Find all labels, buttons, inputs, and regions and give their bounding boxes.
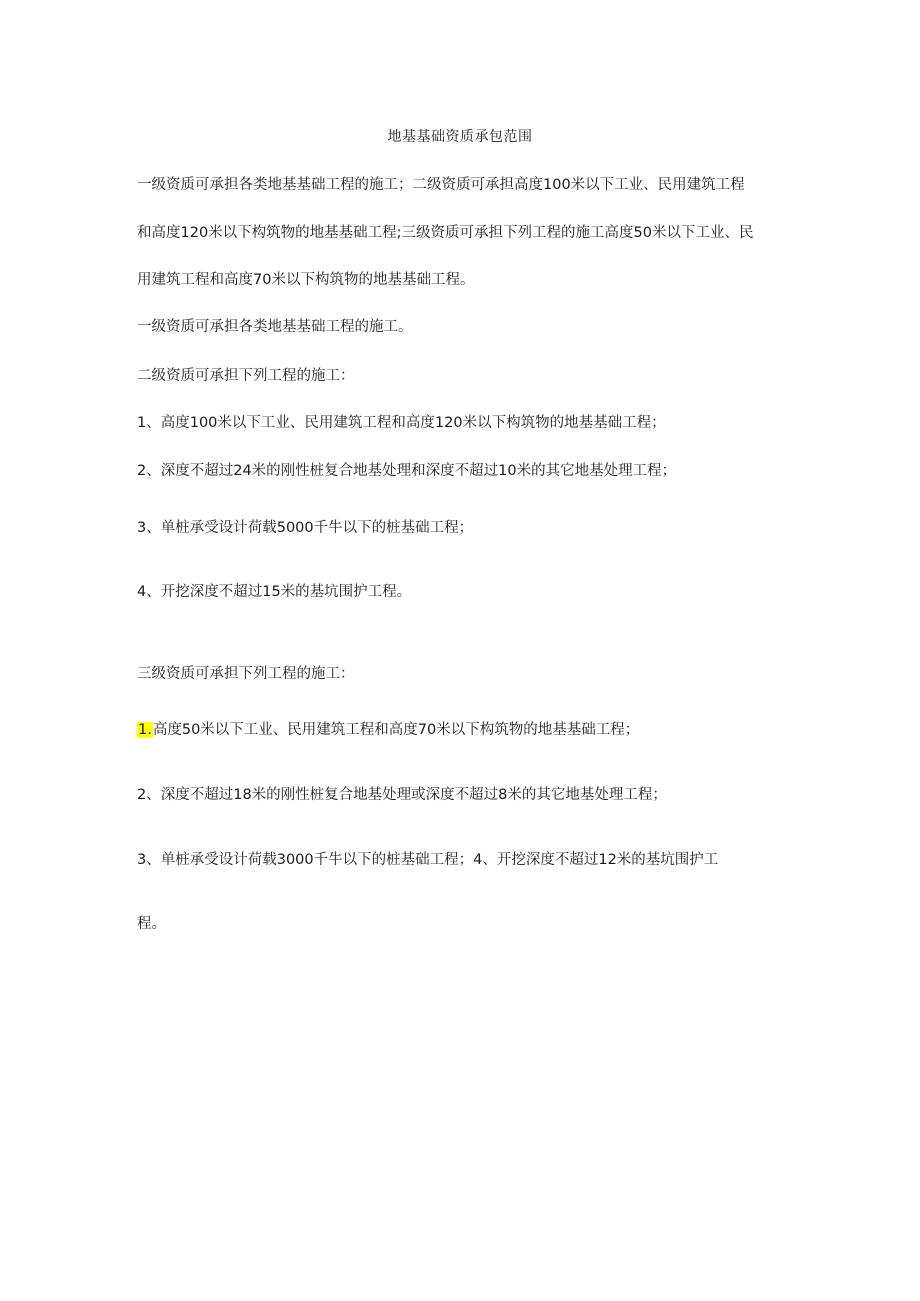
document-title: 地基基础资质承包范围 [387,129,533,145]
grade3-item-3-line-2: 程。 [137,916,166,932]
intro-line-3: 用建筑工程和高度70米以下构筑物的地基基础工程。 [137,272,475,288]
grade2-heading: 二级资质可承担下列工程的施工： [137,368,355,384]
grade2-item-1: 1、高度100米以下工业、民用建筑工程和高度120米以下构筑物的地基基础工程； [137,415,666,431]
grade3-item-1-text: 高度50米以下工业、民用建筑工程和高度70米以下构筑物的地基基础工程； [152,722,640,738]
grade2-item-2: 2、深度不超过24米的刚性桩复合地基处理和深度不超过10米的其它地基处理工程； [137,463,677,479]
grade1-paragraph: 一级资质可承担各类地基基础工程的施工。 [137,319,413,335]
highlighted-number: 1. [138,722,152,738]
grade3-item-1 [137,720,797,740]
grade3-heading: 三级资质可承担下列工程的施工： [137,666,355,682]
grade2-item-4: 4、开挖深度不超过15米的基坑围护工程。 [137,584,412,600]
grade3-item-3-line-1: 3、单桩承受设计荷载3000千牛以下的桩基础工程；4、开挖深度不超过12米的基坑围护工 [137,852,719,868]
grade2-item-3: 3、单桩承受设计荷载5000千牛以下的桩基础工程； [137,520,474,536]
intro-line-2: 和高度120米以下构筑物的地基基础工程;三级资质可承担下列工程的施工高度50米以下工业、民 [137,225,754,241]
grade3-item-2: 2、深度不超过18米的刚性桩复合地基处理或深度不超过8米的其它地基处理工程； [137,787,667,803]
intro-line-1: 一级资质可承担各类地基基础工程的施工；二级资质可承担高度100米以下工业、民用建筑工程 [137,177,745,193]
